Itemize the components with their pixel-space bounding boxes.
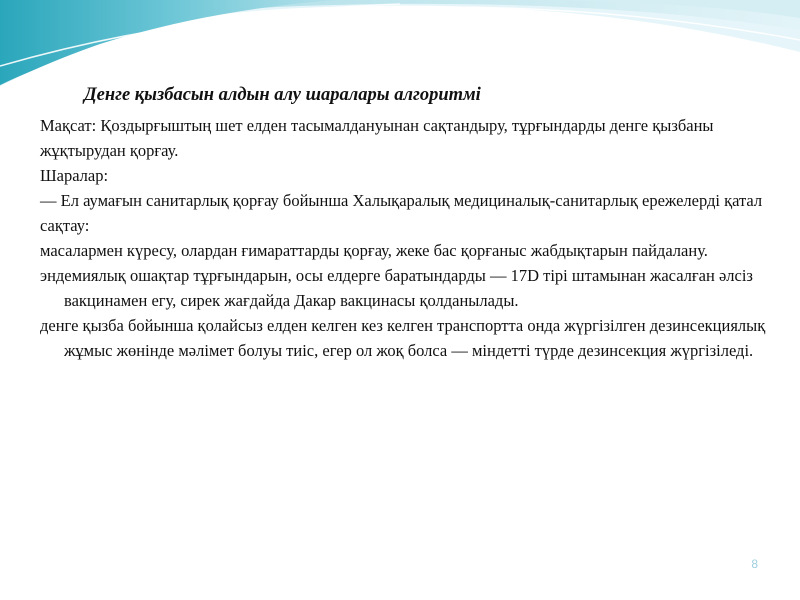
paragraph-measures-heading: Шаралар: — [40, 166, 109, 185]
paragraph-measure-mosquito-control: масалармен күресу, олардан ғимараттарды қорғау, жеке бас қорғаныс жабдықтарын пайдалану. — [40, 241, 708, 260]
paragraph-goal: Мақсат: Қоздырғыштың шет елден тасымалдануынан сақтандыру, тұрғындарды денге қызбаны жұқтырудан қорғау. — [40, 116, 714, 160]
slide-title: Денге қызбасын алдын алу шаралары алгоритмі — [84, 85, 481, 105]
paragraph-measure-regulations: — Ел аумағын санитарлық қорғау бойынша Халықаралық медициналық-санитарлық ережелерді қатал сақтау: — [40, 191, 763, 235]
slide-body — [40, 113, 780, 363]
page-number: 8 — [751, 557, 758, 571]
paragraph-measure-vaccination: эндемиялық ошақтар тұрғындарын, осы елдерге баратындарды — 17D тірі штамынан жасалған әлсіз вакцинамен егу, сирек жағдайда Дакар вакцинасы қолданылады. — [40, 266, 753, 310]
paragraph-measure-disinsection: денге қызба бойынша қолайсыз елден келген кез келген транспортта онда жүргізілген дезинсекциялық жұмыс жөнінде мәлімет болуы тиіс, егер ол жоқ болса — міндетті түрде дезинсекция жүргізіледі. — [40, 316, 766, 360]
